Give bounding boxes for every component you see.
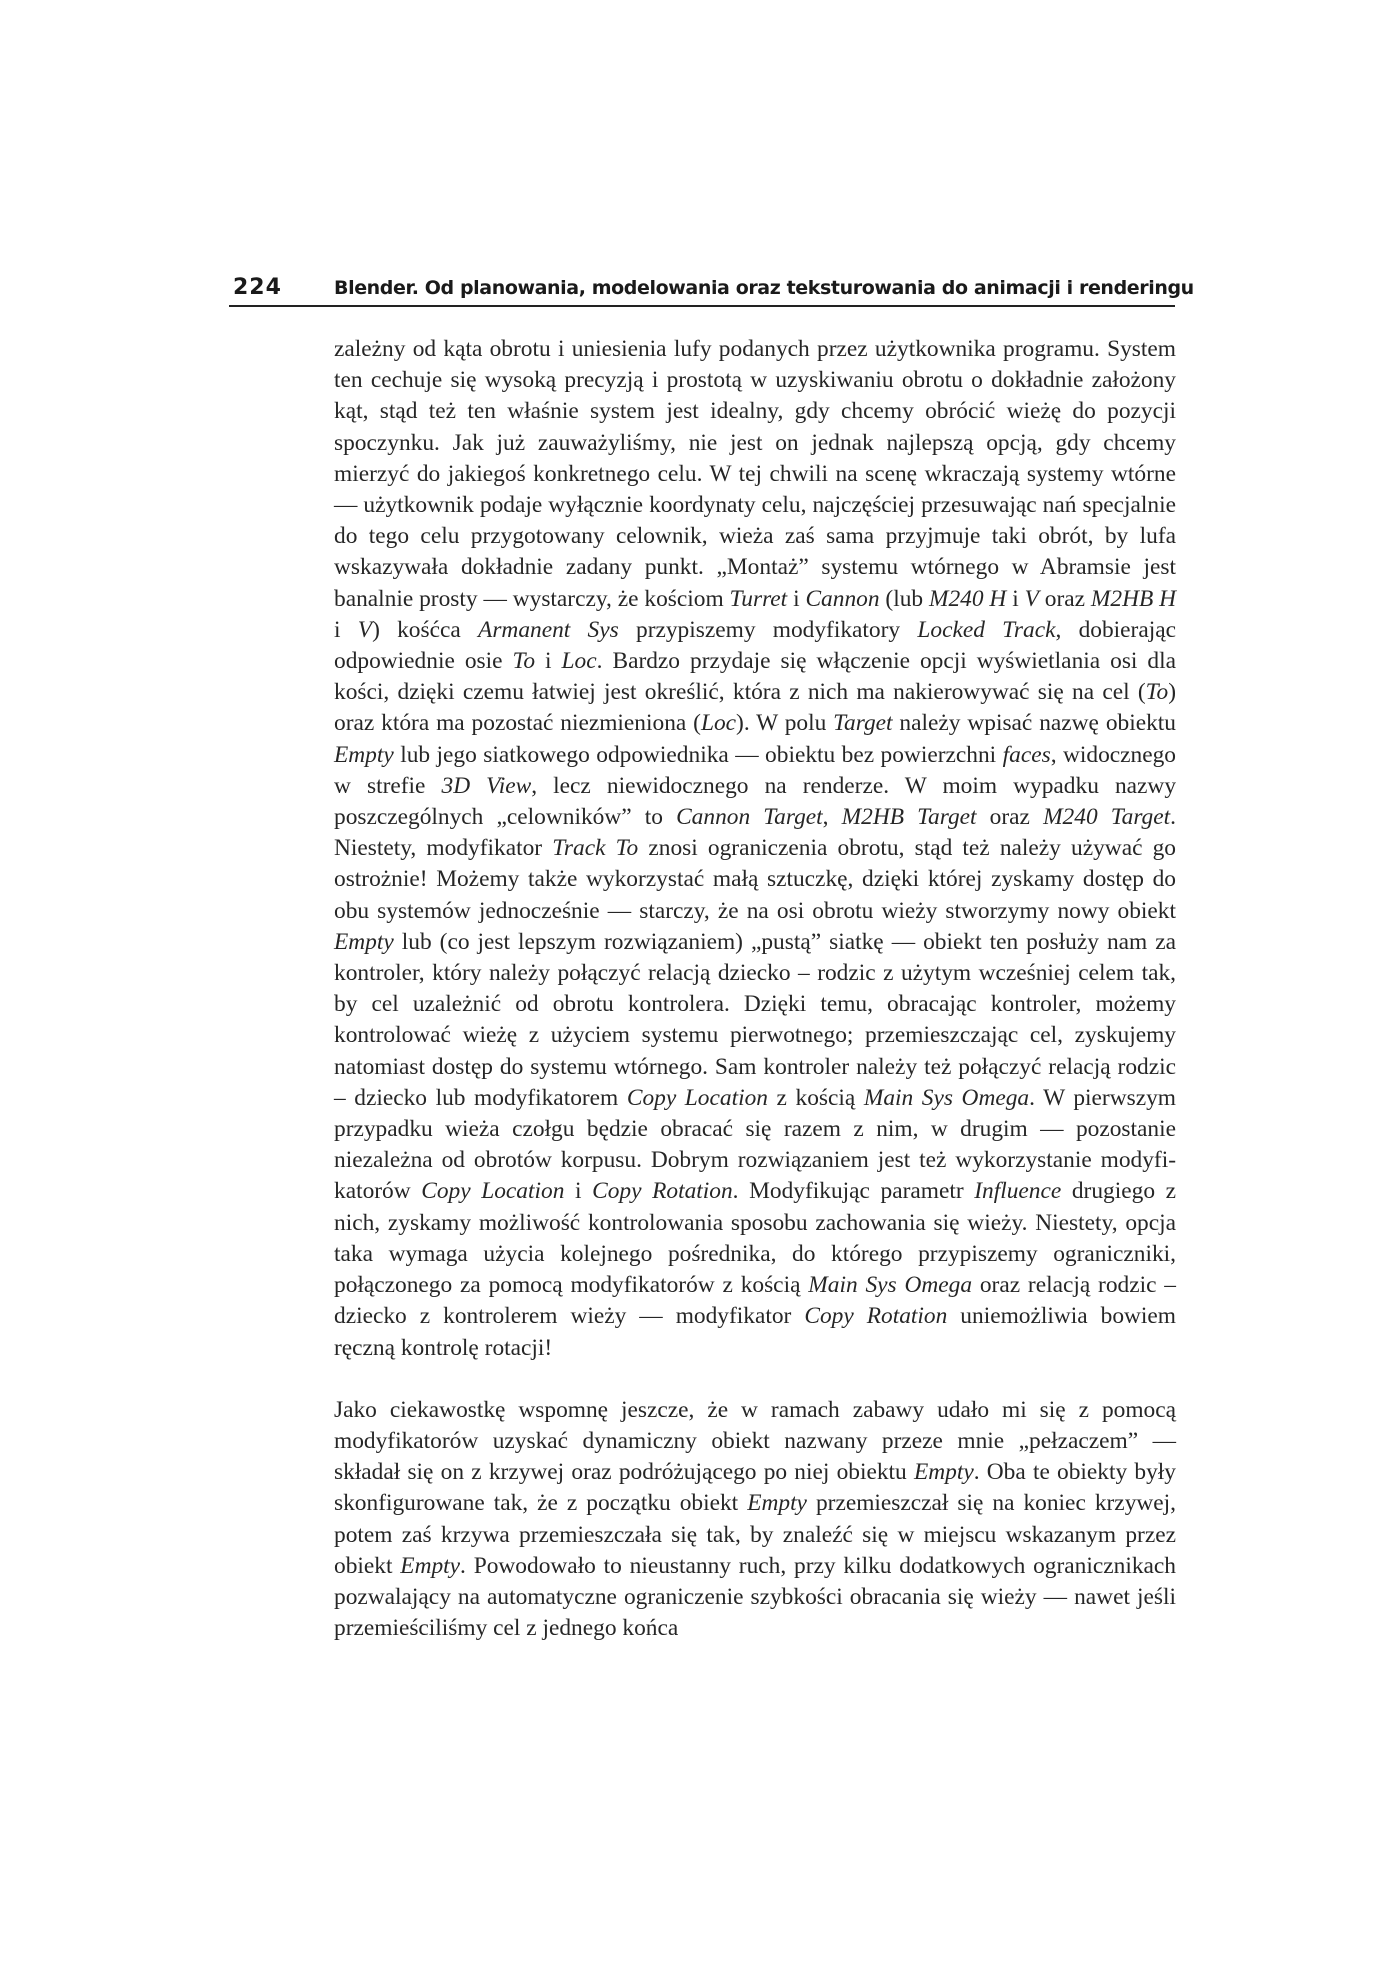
italic-term: To (1145, 679, 1169, 706)
text-run: , dobierając odpowiednie osie (334, 616, 1176, 675)
text-run: zależny od kąta obrotu i uniesienia lufy podanych przez użytkownika programu. System ten cechuje się wysoką precyzją i prostotą w uzyskiwaniu obrotu o dokładnie założony kąt, stąd też ten właśnie system jest idealny, gdy chcemy obrócić wieżę do pozycji spoczynku. Jak już zauważyliśmy, nie jest on jednak najlepszą opcją, gdy chcemy mierzyć do jakiegoś konkretnego celu. W tej chwili na scenę wkraczają systemy wtórne — użytkownik podaje wyłącznie koordynaty celu, najczęściej przesuwając nań specjalnie do tego celu przygotowany celownik, wieża zaś sama przyjmuje taki obrót, by lufa wskazywała dokładnie zadany punkt. „Montaż” systemu wtórnego w Abramsie jest banalnie prosty — wystarczy, że kościom (334, 336, 1176, 612)
italic-term: Cannon (805, 585, 880, 612)
italic-term: Main Sys Omega (863, 1084, 1030, 1111)
running-header (229, 271, 1194, 307)
italic-term: Copy Rotation (804, 1303, 948, 1330)
italic-term: Copy Location (421, 1178, 565, 1205)
paragraph-1 (334, 334, 1176, 1364)
italic-term: faces (1002, 741, 1051, 768)
text-run: , lecz niewidocznego na renderze. W moim wypadku nazwy poszczególnych „celowników” to (334, 772, 1177, 831)
text-run: , (822, 804, 842, 831)
italic-term: Main Sys Omega (808, 1272, 973, 1299)
italic-term: Turret (729, 585, 788, 612)
text-run: lub (co jest lepszym rozwiązaniem) „pustą” siatkę — obiekt ten posłuży nam za kontroler, który należy połączyć relacją dziecko – rodzic z użytym wcześniej celem tak, by cel uzależnić od obrotu kontrolera. Dzięki temu, obracając kontroler, możemy kontrolować wieżę z użyciem systemu pierwotnego; przemieszczając cel, zyskujemy natomiast dostęp do systemu wtórnego. Sam kontroler należy też połączyć relacją rodzic – dziecko lub modyfikatorem (334, 928, 1176, 1111)
text-run: znosi ograniczenia obrotu, stąd też należy używać go ostrożnie! Możemy także wykorzystać małą sztuczkę, dzięki której zyskamy dostęp do obu systemów jednocześnie — starczy, że na osi obrotu wieży stworzymy nowy obiekt (334, 835, 1176, 924)
italic-term: M2HB Target (841, 804, 977, 831)
text-run: ) oraz która ma pozostać niezmieniona ( (334, 679, 1176, 737)
text-run: i (535, 648, 562, 675)
italic-term: Empty (334, 928, 394, 955)
italic-term: Empty (334, 741, 394, 768)
text-run: ). W polu (736, 710, 834, 737)
text-run: uniemożliwia bowiem ręczną kontrolę rotacji! (334, 1303, 1176, 1361)
italic-term: Loc (700, 710, 737, 737)
italic-term: Empty (913, 1459, 974, 1486)
text-run: . Powodowało to nieustanny ruch, przy kilku dodatkowych ogranicznikach pozwalający na automatyczne ograniczenie szybkości obracania się wieży — nawet jeśli przemieściliśmy cel z jednego końca (334, 1552, 1176, 1642)
text-run: . Bardzo przydaje się włączenie opcji wyświetlania osi dla kości, dzięki czemu łatwiej jest określić, która z nich ma nakierowywać się na cel ( (334, 648, 1176, 706)
italic-term: V (357, 616, 373, 643)
italic-term: Target (833, 710, 893, 737)
italic-term: Loc (561, 648, 597, 675)
text-run: i (564, 1178, 593, 1205)
text-run: i (334, 616, 358, 643)
text-run: . W pierwszym przypadku wieża czołgu będzie obracać się razem z nim, w drugim — pozostanie niezależna od obrotów korpusu. Dobrym rozwiązaniem jest też wykorzystanie modyfikatorów (334, 1084, 1176, 1205)
text-run: i (1006, 585, 1025, 612)
italic-term: M240 Target (1043, 804, 1171, 831)
text-run: należy wpisać nazwę obiektu (892, 710, 1176, 737)
italic-term: Armanent Sys (478, 616, 619, 643)
book-title: Blender. Od planowania, modelowania oraz teksturowania do animacji i renderingu (334, 277, 1194, 299)
text-run: Jako ciekawostkę wspomnę jeszcze, że w ramach zabawy udało mi się z pomocą modyfikatorów uzyskać dynamiczny obiekt nazwany przeze mnie „pełzaczem” — składał się on z krzywej oraz podróżującego po niej obiektu (334, 1396, 1176, 1486)
italic-term: Cannon Target (676, 804, 823, 831)
paragraph-2 (334, 1395, 1176, 1645)
italic-term: V (1024, 585, 1039, 612)
italic-term: 3D View (441, 772, 532, 799)
italic-term: Influence (974, 1178, 1062, 1205)
text-run: (lub (879, 585, 929, 612)
italic-term: Empty (400, 1552, 461, 1579)
italic-term: M2HB H (1090, 585, 1177, 612)
text-run: lub jego siatkowego odpowiednika — obiektu bez powierzchni (393, 741, 1003, 768)
text-run: przemieszczał się na koniec krzywej, potem zaś krzywa przemieszczała się tak, by znaleźć się w miejscu wskazanym przez obiekt (334, 1490, 1177, 1579)
italic-term: M240 H (928, 585, 1007, 612)
text-run: z kością (767, 1084, 864, 1111)
text-run: , widocznego w strefie (334, 741, 1176, 799)
text-run: i (787, 585, 806, 612)
text-run: oraz (976, 804, 1044, 831)
body-text (334, 334, 1176, 1644)
text-run: ) kośćca (372, 616, 479, 643)
italic-term: Track To (552, 835, 639, 862)
italic-term: Copy Rotation (592, 1178, 733, 1205)
italic-term: To (512, 648, 536, 675)
italic-term: Copy Location (626, 1084, 768, 1111)
text-run: drugiego z nich, zyskamy możliwość kontrolowania sposobu zachowania się wieży. Niestety, opcja taka wymaga użycia kolejnego pośrednika, do którego przypiszemy ograniczniki, połączonego za pomocą modyfikatorów z kością (334, 1178, 1176, 1299)
italic-term: Empty (747, 1490, 807, 1517)
text-run: . Niestety, modyfikator (334, 804, 1176, 862)
text-run: . Oba te obiekty były skonfigurowane tak, że z początku obiekt (334, 1459, 1176, 1517)
italic-term: Locked Track (917, 616, 1056, 643)
text-run: oraz (1038, 585, 1091, 612)
text-run: . Modyfikując parametr (732, 1178, 975, 1205)
text-run: przypiszemy modyfikatory (618, 616, 918, 643)
page-number: 224 (233, 275, 282, 300)
text-run: oraz relacją rodzic – dziecko z kontrolerem wieży — modyfikator (334, 1272, 1176, 1330)
